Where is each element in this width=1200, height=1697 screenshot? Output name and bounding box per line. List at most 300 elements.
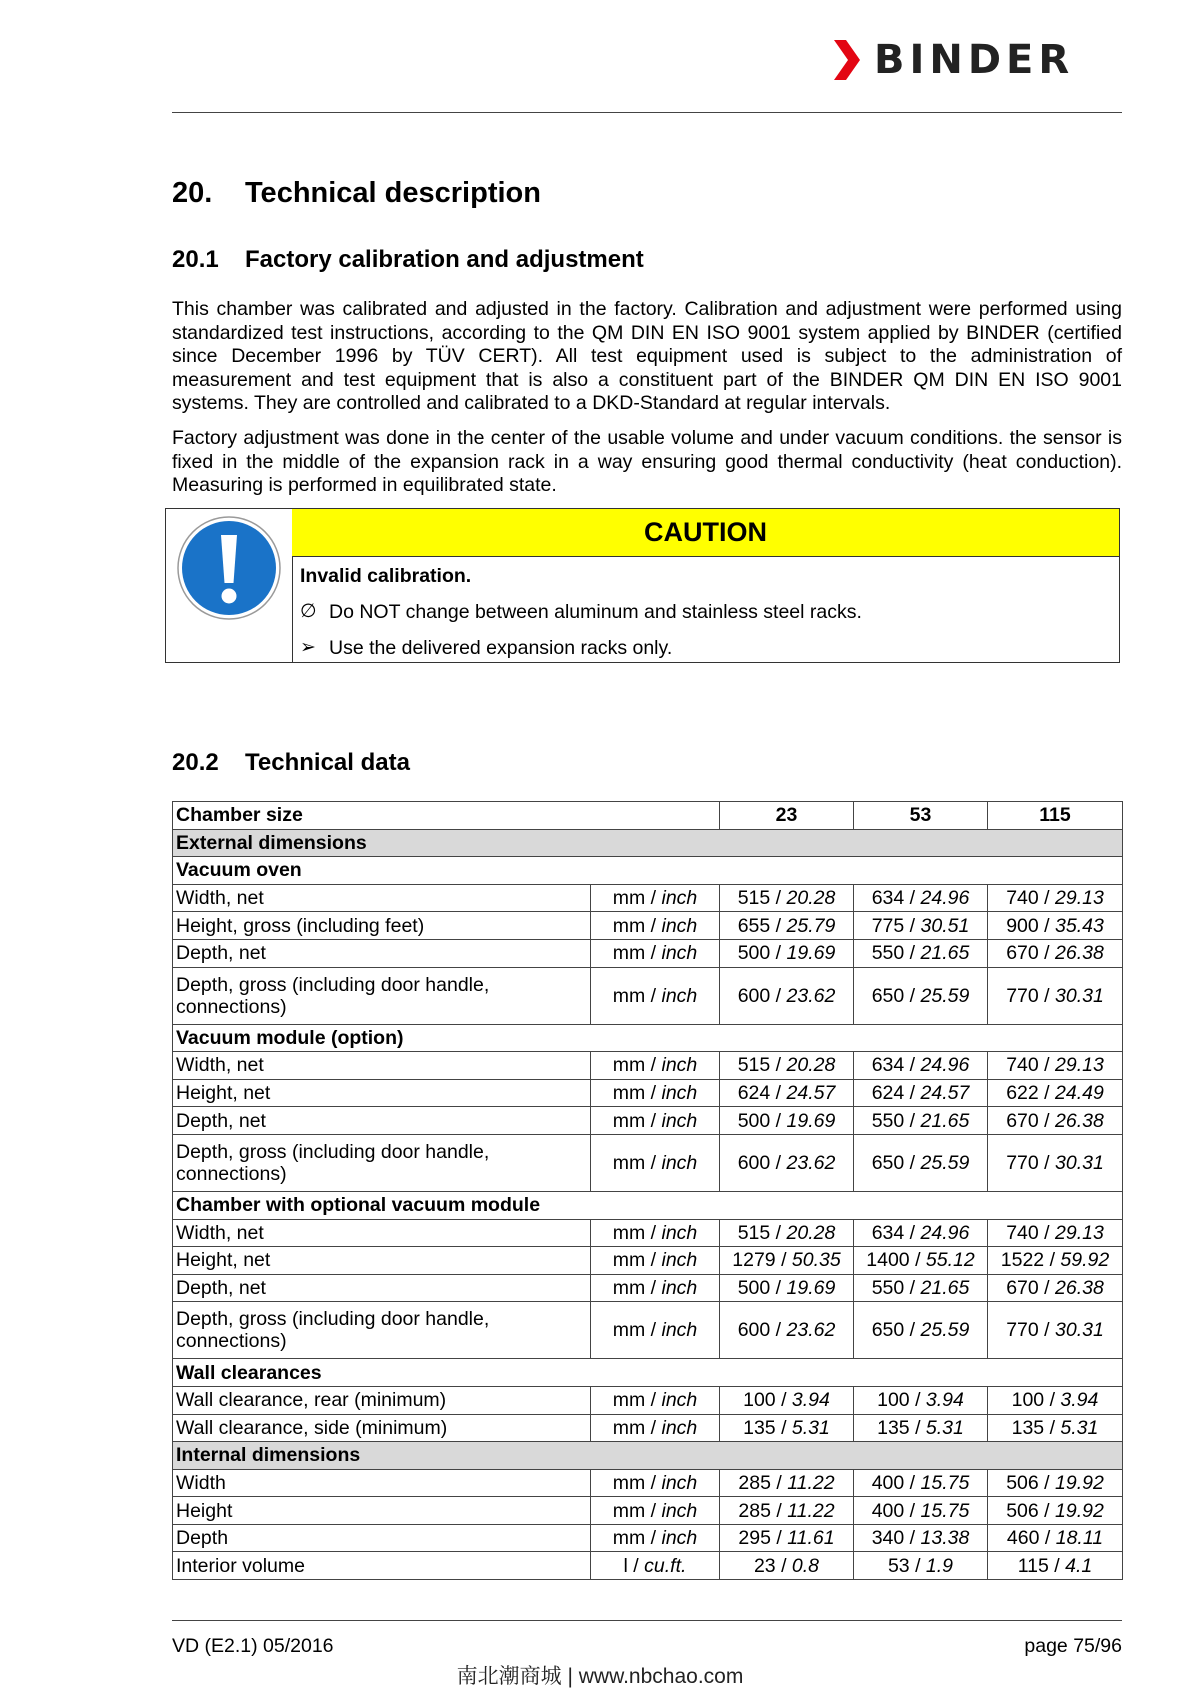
subsection-row: [173, 1359, 1123, 1387]
value-imperial: 25.79: [786, 914, 836, 937]
value-cell: [854, 1414, 988, 1442]
unit-separator: /: [645, 1277, 662, 1300]
caution-item: [300, 634, 1109, 662]
unit-imperial: inch: [661, 887, 698, 910]
subsection-row: [173, 1191, 1123, 1219]
value-metric: 770: [1006, 1319, 1039, 1342]
value-imperial: 18.11: [1055, 1527, 1104, 1550]
value-cell: [720, 1302, 854, 1359]
value-cell: [720, 1469, 854, 1497]
unit-cell: [591, 1219, 720, 1247]
value-imperial: 1.9: [925, 1554, 954, 1577]
value-metric: 670: [1006, 1277, 1039, 1300]
value-imperial: 30.31: [1055, 984, 1104, 1007]
value-separator: /: [775, 1389, 792, 1412]
table-row: [173, 1414, 1123, 1442]
section-number: 20.: [172, 177, 213, 209]
value-separator: /: [904, 1277, 921, 1300]
value-imperial: 35.43: [1055, 914, 1104, 937]
unit-cell: [591, 939, 720, 967]
value-separator: /: [770, 1151, 787, 1174]
value-cell: [988, 1107, 1123, 1135]
value-metric: 100: [1011, 1389, 1045, 1412]
footer-divider: [172, 1620, 1122, 1621]
unit-cell: [591, 884, 720, 912]
table-row: [173, 1134, 1123, 1191]
value-cell: [854, 1524, 988, 1552]
value-cell: [854, 1247, 988, 1275]
value-imperial: 29.13: [1055, 887, 1104, 910]
unit-metric: mm: [612, 1249, 646, 1272]
unit-metric: mm: [612, 942, 646, 965]
table-row: [173, 884, 1123, 912]
value-separator: /: [904, 887, 921, 910]
value-metric: 624: [871, 1082, 905, 1105]
value-imperial: 24.96: [920, 887, 970, 910]
value-cell: [720, 1052, 854, 1080]
unit-separator: /: [645, 1319, 662, 1342]
value-cell: [988, 1247, 1123, 1275]
row-label: Width, net: [173, 1219, 591, 1247]
unit-imperial: inch: [661, 1054, 698, 1077]
binder-logo: [834, 37, 1075, 83]
unit-imperial: inch: [661, 1082, 698, 1105]
value-cell: [854, 939, 988, 967]
table-row: [173, 1552, 1123, 1580]
value-imperial: 5.31: [925, 1416, 964, 1439]
section-title: Technical description: [245, 177, 541, 209]
value-separator: /: [770, 1277, 787, 1300]
value-imperial: 25.59: [920, 1151, 970, 1174]
value-metric: 135: [743, 1416, 776, 1439]
unit-metric: mm: [612, 1054, 646, 1077]
unit-separator: /: [645, 1499, 662, 1522]
value-separator: /: [909, 1554, 926, 1577]
value-cell: [854, 967, 988, 1024]
value-separator: /: [1038, 1319, 1055, 1342]
value-cell: [854, 1134, 988, 1191]
value-imperial: 24.57: [786, 1082, 836, 1105]
value-cell: [988, 1134, 1123, 1191]
value-separator: /: [904, 1109, 921, 1132]
unit-cell: [591, 1552, 720, 1580]
value-separator: /: [1048, 1554, 1066, 1577]
value-cell: [988, 1302, 1123, 1359]
table-row: [173, 1302, 1123, 1359]
value-metric: 400: [871, 1499, 905, 1522]
section-label: Vacuum module (option): [173, 1024, 1123, 1052]
value-separator: /: [1038, 1277, 1055, 1300]
row-label: Depth, gross (including door handle, connections): [173, 967, 591, 1024]
section-row: [173, 829, 1123, 857]
row-label: Height, net: [173, 1247, 591, 1275]
value-metric: 115: [1017, 1554, 1049, 1577]
table-row: [173, 967, 1123, 1024]
value-metric: 650: [871, 984, 905, 1007]
table-row: [173, 1386, 1123, 1414]
value-cell: [854, 1219, 988, 1247]
value-metric: 515: [737, 1221, 771, 1244]
unit-imperial: inch: [661, 1249, 698, 1272]
value-separator: /: [775, 1554, 792, 1577]
value-imperial: 23.62: [786, 1151, 836, 1174]
row-label: Width, net: [173, 884, 591, 912]
value-imperial: 29.13: [1055, 1054, 1104, 1077]
value-cell: [988, 1386, 1123, 1414]
section-label: Chamber with optional vacuum module: [173, 1191, 1123, 1219]
unit-separator: /: [645, 1527, 662, 1550]
value-separator: /: [909, 1389, 926, 1412]
page-number: page 75/96: [1024, 1635, 1122, 1657]
unit-imperial: inch: [661, 1416, 698, 1439]
binder-arrow-icon: [834, 40, 864, 80]
unit-cell: [591, 1302, 720, 1359]
value-imperial: 26.38: [1055, 1109, 1104, 1132]
value-metric: 515: [737, 1054, 771, 1077]
value-cell: [854, 1469, 988, 1497]
unit-metric: mm: [612, 1109, 646, 1132]
value-separator: /: [1044, 1416, 1061, 1439]
value-metric: 550: [871, 1109, 905, 1132]
value-metric: 340: [871, 1527, 905, 1550]
table-row: [173, 1079, 1123, 1107]
unit-imperial: inch: [661, 1499, 698, 1522]
value-cell: [720, 1079, 854, 1107]
value-metric: 53: [887, 1554, 910, 1577]
value-cell: [720, 884, 854, 912]
value-cell: [854, 1386, 988, 1414]
value-cell: [720, 1524, 854, 1552]
value-cell: [988, 1469, 1123, 1497]
value-cell: [854, 1497, 988, 1525]
row-label: Depth, net: [173, 939, 591, 967]
row-label: Width, net: [173, 1052, 591, 1080]
unit-imperial: inch: [661, 1277, 698, 1300]
value-imperial: 3.94: [1060, 1389, 1099, 1412]
calibration-paragraph-2: Factory adjustment was done in the center of the usable volume and under vacuum conditions. the sensor is fixed in the middle of the expansion rack in a way ensuring good thermal conductivity (heat conduction). Measuring is performed in equilibrated state.: [172, 427, 1122, 496]
value-separator: /: [904, 1527, 921, 1550]
unit-metric: l: [623, 1554, 628, 1577]
value-metric: 285: [738, 1471, 771, 1494]
value-cell: [988, 939, 1123, 967]
value-imperial: 30.31: [1055, 1319, 1104, 1342]
row-label: Wall clearance, rear (minimum): [173, 1386, 591, 1414]
value-cell: [988, 912, 1123, 940]
value-separator: /: [1038, 1054, 1055, 1077]
unit-metric: mm: [612, 1082, 646, 1105]
value-separator: /: [770, 1054, 787, 1077]
unit-cell: [591, 912, 720, 940]
calibration-title: Factory calibration and adjustment: [245, 246, 644, 273]
unit-separator: /: [627, 1554, 645, 1577]
value-cell: [854, 1052, 988, 1080]
section-label: External dimensions: [173, 829, 1123, 857]
calibration-heading: [172, 245, 644, 275]
value-metric: 500: [737, 1109, 771, 1132]
value-cell: [720, 1386, 854, 1414]
value-metric: 670: [1006, 1109, 1039, 1132]
techdata-heading: [172, 748, 410, 778]
value-imperial: 5.31: [1060, 1416, 1099, 1439]
value-separator: /: [904, 1221, 921, 1244]
value-cell: [854, 1274, 988, 1302]
value-separator: /: [1038, 1151, 1055, 1174]
unit-metric: mm: [612, 1389, 646, 1412]
value-imperial: 24.96: [920, 1221, 970, 1244]
technical-data-body: [173, 802, 1123, 1580]
value-metric: 600: [737, 984, 771, 1007]
value-metric: 400: [871, 1471, 905, 1494]
value-metric: 622: [1006, 1082, 1039, 1105]
value-cell: [720, 939, 854, 967]
value-imperial: 26.38: [1055, 1277, 1104, 1300]
value-imperial: 0.8: [791, 1554, 820, 1577]
row-label: Height, net: [173, 1079, 591, 1107]
table-row: [173, 1469, 1123, 1497]
section-row: [173, 1442, 1123, 1470]
table-row: [173, 1524, 1123, 1552]
value-metric: 740: [1006, 1221, 1039, 1244]
value-metric: 670: [1006, 942, 1039, 965]
value-separator: /: [770, 984, 787, 1007]
header-size: 115: [988, 802, 1123, 830]
unit-cell: [591, 1497, 720, 1525]
unit-separator: /: [645, 1151, 662, 1174]
value-separator: /: [1038, 1499, 1055, 1522]
unit-cell: [591, 1107, 720, 1135]
value-metric: 600: [737, 1151, 771, 1174]
value-metric: 460: [1006, 1527, 1040, 1550]
value-cell: [720, 1134, 854, 1191]
unit-separator: /: [645, 1249, 662, 1272]
row-label: Wall clearance, side (minimum): [173, 1414, 591, 1442]
value-cell: [854, 884, 988, 912]
unit-imperial: inch: [661, 1389, 698, 1412]
row-label: Depth, net: [173, 1274, 591, 1302]
value-metric: 634: [871, 887, 905, 910]
value-metric: 1279: [732, 1249, 776, 1272]
value-metric: 23: [753, 1554, 776, 1577]
row-label: Width: [173, 1469, 591, 1497]
value-metric: 634: [871, 1054, 905, 1077]
value-separator: /: [1044, 1249, 1061, 1272]
value-cell: [988, 1052, 1123, 1080]
value-cell: [854, 1079, 988, 1107]
value-separator: /: [1038, 887, 1055, 910]
unit-cell: [591, 1052, 720, 1080]
section-label: Vacuum oven: [173, 857, 1123, 885]
value-separator: /: [770, 914, 787, 937]
row-label: Depth: [173, 1524, 591, 1552]
value-separator: /: [904, 1054, 921, 1077]
value-separator: /: [904, 984, 921, 1007]
prohibited-icon: ∅: [300, 601, 317, 622]
value-metric: 770: [1006, 1151, 1039, 1174]
value-imperial: 19.69: [786, 1277, 836, 1300]
value-cell: [988, 1219, 1123, 1247]
value-separator: /: [904, 1499, 921, 1522]
caution-body: [300, 562, 1109, 670]
section-heading: [172, 175, 541, 211]
caution-icon-cell: [166, 509, 293, 662]
unit-metric: mm: [612, 1319, 646, 1342]
value-imperial: 29.13: [1055, 1221, 1104, 1244]
value-imperial: 15.75: [920, 1499, 970, 1522]
value-imperial: 19.92: [1055, 1499, 1104, 1522]
value-metric: 650: [871, 1319, 905, 1342]
unit-metric: mm: [612, 1471, 646, 1494]
table-row: [173, 1274, 1123, 1302]
unit-separator: /: [645, 1054, 662, 1077]
value-cell: [854, 1107, 988, 1135]
unit-imperial: inch: [661, 1527, 698, 1550]
unit-cell: [591, 1274, 720, 1302]
value-metric: 550: [871, 942, 905, 965]
unit-cell: [591, 1386, 720, 1414]
caution-item: [300, 598, 1109, 626]
value-imperial: 24.96: [920, 1054, 970, 1077]
value-metric: 506: [1006, 1471, 1039, 1494]
value-separator: /: [904, 914, 921, 937]
value-cell: [720, 1274, 854, 1302]
value-imperial: 11.22: [787, 1471, 835, 1494]
unit-separator: /: [645, 914, 662, 937]
value-imperial: 25.59: [920, 984, 970, 1007]
unit-imperial: cu.ft.: [644, 1554, 687, 1577]
value-imperial: 21.65: [920, 1109, 970, 1132]
value-separator: /: [1038, 984, 1055, 1007]
value-imperial: 30.51: [920, 914, 970, 937]
value-separator: /: [770, 1471, 788, 1494]
value-metric: 295: [738, 1527, 771, 1550]
unit-imperial: inch: [661, 1319, 698, 1342]
value-separator: /: [1038, 942, 1055, 965]
unit-cell: [591, 1134, 720, 1191]
value-metric: 100: [743, 1389, 776, 1412]
table-row: [173, 1497, 1123, 1525]
table-header-row: [173, 802, 1123, 830]
value-separator: /: [1038, 1082, 1055, 1105]
unit-metric: mm: [612, 1416, 646, 1439]
value-cell: [720, 1219, 854, 1247]
value-separator: /: [770, 1527, 788, 1550]
value-metric: 100: [877, 1389, 910, 1412]
value-metric: 550: [871, 1277, 905, 1300]
value-separator: /: [1038, 1471, 1055, 1494]
table-row: [173, 1219, 1123, 1247]
subsection-row: [173, 1024, 1123, 1052]
unit-cell: [591, 1414, 720, 1442]
value-imperial: 20.28: [786, 887, 836, 910]
row-label: Height: [173, 1497, 591, 1525]
value-separator: /: [770, 887, 787, 910]
value-cell: [720, 1247, 854, 1275]
unit-metric: mm: [612, 887, 646, 910]
value-imperial: 15.75: [920, 1471, 970, 1494]
value-imperial: 55.12: [925, 1249, 975, 1272]
caution-item-text: Do NOT change between aluminum and stainless steel racks.: [329, 601, 862, 623]
value-imperial: 59.92: [1060, 1249, 1110, 1272]
arrow-bullet-icon: ➢: [300, 637, 316, 658]
value-separator: /: [904, 1151, 921, 1174]
caution-item-text: Use the delivered expansion racks only.: [329, 637, 673, 659]
technical-data-table: [172, 801, 1123, 1580]
value-metric: 740: [1006, 1054, 1039, 1077]
value-separator: /: [904, 1082, 921, 1105]
value-separator: /: [909, 1416, 926, 1439]
unit-separator: /: [645, 1471, 662, 1494]
value-cell: [988, 1414, 1123, 1442]
techdata-title: Technical data: [245, 749, 410, 776]
value-metric: 770: [1006, 984, 1039, 1007]
techdata-number: 20.2: [172, 749, 219, 776]
value-imperial: 21.65: [920, 942, 970, 965]
unit-imperial: inch: [661, 1471, 698, 1494]
unit-metric: mm: [612, 914, 646, 937]
unit-imperial: inch: [661, 1221, 698, 1244]
row-label: Height, gross (including feet): [173, 912, 591, 940]
value-cell: [720, 912, 854, 940]
unit-separator: /: [645, 1109, 662, 1132]
value-cell: [720, 1414, 854, 1442]
unit-separator: /: [645, 1416, 662, 1439]
value-metric: 650: [871, 1151, 905, 1174]
value-separator: /: [770, 1499, 788, 1522]
unit-separator: /: [645, 942, 662, 965]
value-metric: 624: [737, 1082, 771, 1105]
value-imperial: 25.59: [920, 1319, 970, 1342]
value-metric: 500: [737, 942, 771, 965]
value-metric: 1400: [866, 1249, 910, 1272]
unit-imperial: inch: [661, 942, 698, 965]
header-size: 53: [854, 802, 988, 830]
value-metric: 135: [877, 1416, 910, 1439]
value-metric: 285: [738, 1499, 771, 1522]
value-imperial: 24.49: [1055, 1082, 1104, 1105]
row-label: Depth, gross (including door handle, connections): [173, 1302, 591, 1359]
value-imperial: 19.92: [1055, 1471, 1104, 1494]
document-version: VD (E2.1) 05/2016: [172, 1635, 334, 1657]
unit-cell: [591, 967, 720, 1024]
section-label: Wall clearances: [173, 1359, 1123, 1387]
unit-separator: /: [645, 1389, 662, 1412]
watermark: 南北潮商城 | www.nbchao.com: [456, 1665, 744, 1688]
value-metric: 515: [737, 887, 771, 910]
value-separator: /: [904, 942, 921, 965]
value-cell: [720, 1497, 854, 1525]
value-separator: /: [1044, 1389, 1061, 1412]
value-separator: /: [775, 1416, 792, 1439]
value-cell: [854, 912, 988, 940]
unit-cell: [591, 1079, 720, 1107]
value-separator: /: [1038, 1109, 1055, 1132]
header-size: 23: [720, 802, 854, 830]
unit-separator: /: [645, 984, 662, 1007]
value-cell: [988, 967, 1123, 1024]
value-imperial: 50.35: [791, 1249, 841, 1272]
value-separator: /: [904, 1471, 921, 1494]
unit-metric: mm: [612, 1499, 646, 1522]
value-imperial: 21.65: [920, 1277, 970, 1300]
unit-imperial: inch: [661, 1109, 698, 1132]
table-row: [173, 912, 1123, 940]
unit-metric: mm: [612, 1151, 646, 1174]
unit-metric: mm: [612, 1221, 646, 1244]
value-metric: 655: [737, 914, 771, 937]
unit-cell: [591, 1524, 720, 1552]
calibration-paragraph-1: This chamber was calibrated and adjusted in the factory. Calibration and adjustment were performed using standardized test instructions, according to the QM DIN EN ISO 9001 system applied by BINDER (certified since December 1996 by TÜV CERT). All test equipment used is subject to the administration of measurement and test equipment that is also a constituent part of the BINDER QM DIN EN ISO 9001 systems. They are controlled and calibrated to a DKD-Standard at regular intervals.: [172, 298, 1122, 414]
value-metric: 506: [1006, 1499, 1039, 1522]
